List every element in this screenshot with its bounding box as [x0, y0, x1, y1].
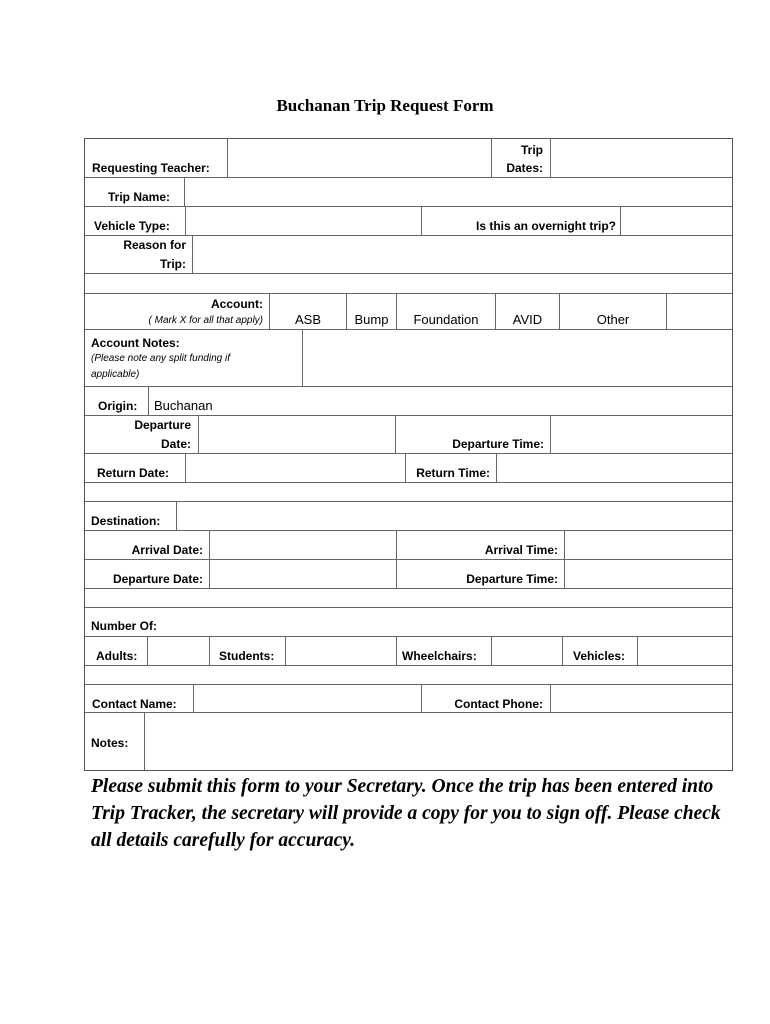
- destination-label: Destination:: [91, 514, 161, 528]
- row-divider: [85, 665, 732, 666]
- vehicles-field[interactable]: [638, 636, 732, 665]
- account-notes-hint-line1: (Please note any split funding if: [91, 353, 230, 364]
- cell-divider: [395, 415, 396, 453]
- vehicle-type-label: Vehicle Type:: [94, 219, 170, 233]
- row-divider: [85, 386, 732, 387]
- departure-time-label: Departure Time:: [452, 437, 544, 451]
- dest-departure-time-field[interactable]: [565, 559, 732, 588]
- vehicles-label: Vehicles:: [573, 649, 626, 663]
- departure-date-field[interactable]: [199, 415, 395, 453]
- contact-phone-label: Contact Phone:: [454, 697, 543, 711]
- row-divider: [85, 293, 732, 294]
- reason-field[interactable]: [193, 235, 732, 273]
- trip-dates-field[interactable]: [551, 139, 732, 177]
- contact-name-field[interactable]: [194, 684, 421, 712]
- account-other-field[interactable]: [667, 293, 732, 329]
- page-title: Buchanan Trip Request Form: [276, 96, 494, 115]
- arrival-date-field[interactable]: [210, 530, 396, 559]
- trip-dates-label-line2: Dates:: [506, 161, 543, 175]
- cell-divider: [396, 636, 397, 665]
- overnight-trip-field[interactable]: [621, 206, 732, 235]
- return-time-label: Return Time:: [416, 466, 490, 480]
- trip-request-form: [84, 138, 733, 771]
- departure-date-label-line2: Date:: [160, 437, 191, 451]
- cell-divider: [148, 386, 149, 415]
- dest-departure-time-label: Departure Time:: [466, 572, 558, 586]
- contact-phone-field[interactable]: [551, 684, 732, 712]
- account-option-other[interactable]: Other: [596, 312, 630, 327]
- overnight-trip-label: Is this an overnight trip?: [475, 219, 616, 233]
- origin-value[interactable]: Buchanan: [154, 398, 213, 413]
- wheelchairs-field[interactable]: [492, 636, 562, 665]
- number-of-label: Number Of:: [91, 619, 157, 633]
- cell-divider: [491, 139, 492, 177]
- return-date-label: Return Date:: [97, 466, 170, 480]
- row-divider: [85, 588, 732, 589]
- wheelchairs-label: Wheelchairs:: [402, 649, 477, 663]
- cell-divider: [396, 530, 397, 588]
- cell-divider: [421, 684, 422, 712]
- account-notes-label: Account Notes:: [91, 336, 180, 350]
- return-date-field[interactable]: [186, 453, 405, 482]
- reason-label-line2: Trip:: [160, 257, 186, 271]
- account-hint: ( Mark X for all that apply): [148, 315, 263, 326]
- adults-field[interactable]: [148, 636, 209, 665]
- trip-dates-label-line1: Trip: [520, 143, 543, 157]
- account-option-foundation[interactable]: Foundation: [413, 312, 479, 327]
- cell-divider: [421, 206, 422, 235]
- notes-label: Notes:: [91, 736, 129, 750]
- arrival-time-field[interactable]: [565, 530, 732, 559]
- destination-field[interactable]: [177, 501, 732, 530]
- cell-divider: [209, 636, 210, 665]
- account-notes-field[interactable]: [303, 329, 732, 386]
- trip-name-field[interactable]: [185, 177, 732, 206]
- arrival-time-label: Arrival Time:: [484, 543, 558, 557]
- row-divider: [85, 607, 732, 608]
- account-label: Account:: [211, 297, 263, 311]
- departure-date-label-line1: Departure: [134, 418, 191, 432]
- students-label: Students:: [219, 649, 275, 663]
- submission-instructions: Please submit this form to your Secretary. Once the trip has been entered into Trip Tracker, the secretary will provide a copy for you to sign off. Please check all details carefully for accuracy.: [91, 776, 721, 851]
- departure-time-field[interactable]: [551, 415, 732, 453]
- requesting-teacher-label: Requesting Teacher:: [92, 161, 210, 175]
- account-option-avid[interactable]: AVID: [512, 312, 543, 327]
- notes-field[interactable]: [145, 712, 732, 770]
- return-time-field[interactable]: [497, 453, 732, 482]
- reason-label-line1: Reason for: [123, 238, 186, 252]
- account-notes-hint-line2: applicable): [91, 369, 140, 380]
- contact-name-label: Contact Name:: [92, 697, 177, 711]
- origin-label: Origin:: [98, 399, 138, 413]
- cell-divider: [562, 636, 563, 665]
- account-option-bump[interactable]: Bump: [354, 312, 389, 327]
- adults-label: Adults:: [96, 649, 138, 663]
- trip-name-label: Trip Name:: [108, 190, 171, 204]
- dest-departure-date-field[interactable]: [210, 559, 396, 588]
- account-option-asb[interactable]: ASB: [294, 312, 321, 327]
- arrival-date-label: Arrival Date:: [131, 543, 203, 557]
- dest-departure-date-label: Departure Date:: [112, 572, 203, 586]
- row-divider: [85, 482, 732, 483]
- vehicle-type-field[interactable]: [186, 206, 421, 235]
- requesting-teacher-field[interactable]: [228, 139, 491, 177]
- row-divider: [85, 273, 732, 274]
- students-field[interactable]: [286, 636, 396, 665]
